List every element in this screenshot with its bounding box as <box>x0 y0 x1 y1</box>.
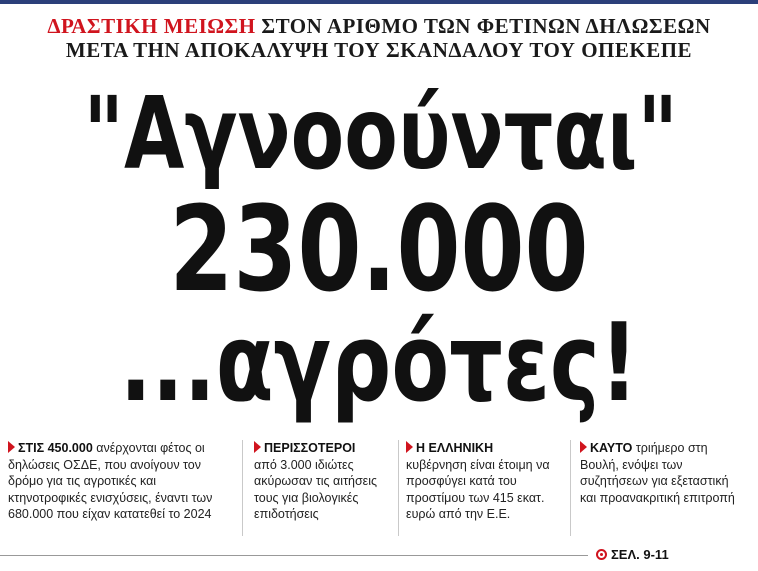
red-arrow-bullet-icon <box>406 441 413 453</box>
red-arrow-bullet-icon <box>8 441 15 453</box>
summary-column-3 <box>406 440 566 523</box>
headline-line-3: ...αγρότες! <box>119 301 639 426</box>
headline-line-2: 230.000 <box>169 180 589 318</box>
kicker-line-1 <box>0 14 758 38</box>
summary-column-1 <box>8 440 228 523</box>
page-reference-label: ΣΕΛ. 9-11 <box>611 547 669 562</box>
column-divider <box>242 440 243 536</box>
summary-text: τριήμερο στη Βουλή, ενόψει των συζητήσεων για εξεταστική και προανακριτική επιτροπή <box>580 441 735 505</box>
summary-text: ανέρχονται φέτος οι δηλώσεις ΟΣΔΕ, που ανοίγουν τον δρόμο για τις αγροτικές και κτηνοτροφικές ενισχύσεις, έναντι των 680.000 που είχαν κατατεθεί το 2024 <box>8 441 213 521</box>
summary-text: κυβέρνηση είναι έτοιμη να προσφύγει κατά του προστίμου των 415 εκατ. ευρώ από την Ε.Ε. <box>406 457 550 521</box>
summary-text: από 3.000 ιδιώτες ακύρωσαν τις αιτήσεις τους για βιολογικές επιδοτήσεις <box>254 457 378 521</box>
summary-columns <box>8 440 748 540</box>
top-color-line <box>0 0 758 4</box>
red-arrow-bullet-icon <box>254 441 261 453</box>
summary-column-2 <box>254 440 404 523</box>
red-arrow-bullet-icon <box>580 441 587 453</box>
column-divider <box>570 440 571 536</box>
kicker-line-1-rest: ΣΤΟΝ ΑΡΙΘΜΟ ΤΩΝ ΦΕΤΙΝΩΝ ΔΗΛΩΣΕΩΝ <box>255 14 711 38</box>
column-divider <box>398 440 399 536</box>
summary-column-4 <box>580 440 740 506</box>
summary-lead: Η ΕΛΛΗΝΙΚΗ <box>416 441 494 455</box>
kicker <box>0 14 758 62</box>
summary-lead: ΠΕΡΙΣΣΟΤΕΡΟΙ <box>264 441 356 455</box>
kicker-highlight: ΔΡΑΣΤΙΚΗ ΜΕΙΩΣΗ <box>47 14 256 38</box>
headline-line-1: "Αγνοούνται" <box>83 75 679 192</box>
bottom-rule <box>0 555 588 556</box>
headline <box>0 75 758 426</box>
page-reference <box>596 546 669 564</box>
summary-lead: ΣΤΙΣ 450.000 <box>18 441 93 455</box>
target-icon <box>596 549 607 560</box>
summary-lead: ΚΑΥΤΟ <box>590 441 633 455</box>
kicker-line-2: ΜΕΤΑ ΤΗΝ ΑΠΟΚΑΛΥΨΗ ΤΟΥ ΣΚΑΝΔΑΛΟΥ ΤΟΥ ΟΠΕΚΕΠΕ <box>65 38 693 62</box>
